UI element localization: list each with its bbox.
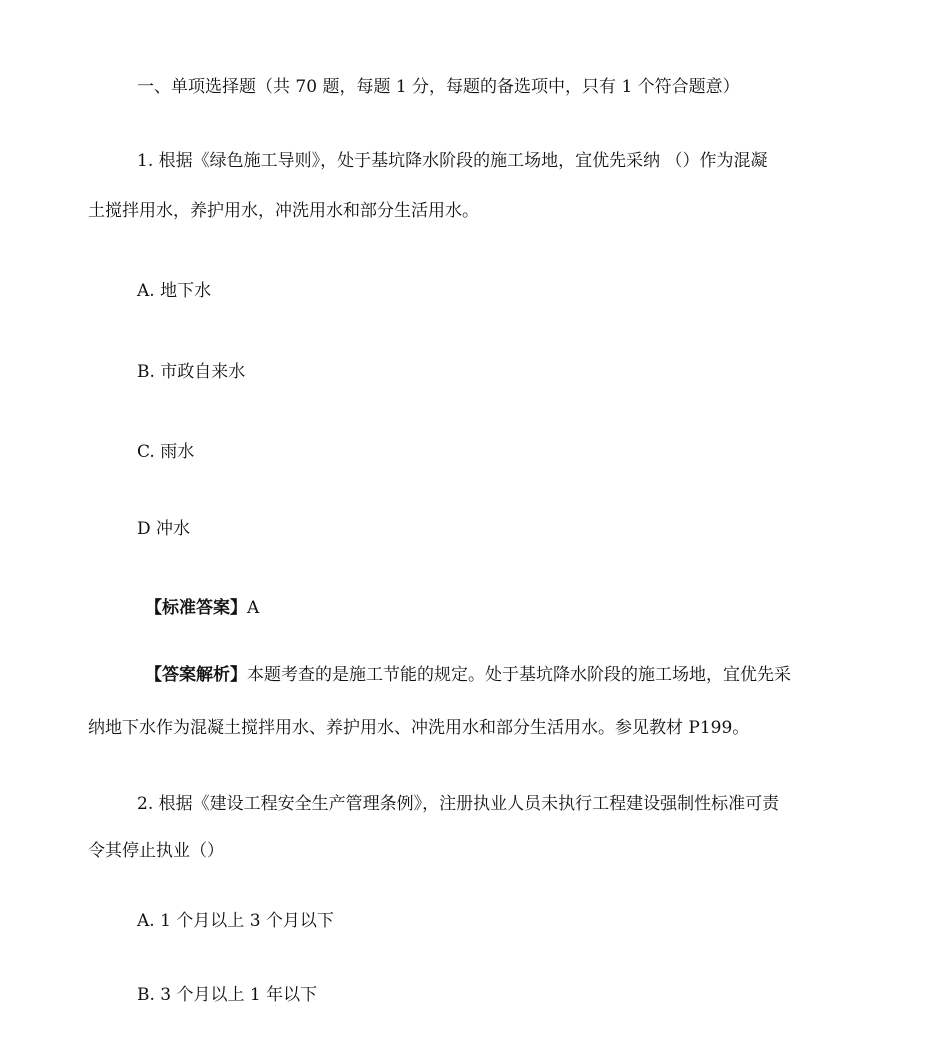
- question-1-option-b: B. 市政自来水: [137, 362, 246, 382]
- question-1-analysis-line2: 纳地下水作为混凝土搅拌用水、养护用水、冲洗用水和部分生活用水。参见教材 P199。: [88, 718, 750, 738]
- question-2-option-a: A. 1 个月以上 3 个月以下: [137, 911, 334, 931]
- question-2-stem-line2: 令其停止执业（）: [88, 841, 224, 861]
- question-1-stem-line2: 土搅拌用水，养护用水，冲洗用水和部分生活用水。: [88, 201, 479, 221]
- question-1-option-a: A. 地下水: [137, 281, 212, 301]
- question-1-analysis-line1: [145, 664, 791, 686]
- question-1-answer: [145, 597, 259, 619]
- section-heading: 一、单项选择题（共 70 题，每题 1 分，每题的备选项中，只有 1 个符合题意）: [137, 77, 740, 97]
- question-2-option-b: B. 3 个月以上 1 年以下: [137, 985, 318, 1005]
- question-1-stem-line1: 1. 根据《绿色施工导则》，处于基坑降水阶段的施工场地，宜优先采纳 （）作为混凝: [137, 151, 768, 171]
- question-1-option-c: C. 雨水: [137, 442, 195, 462]
- answer-value: A: [247, 598, 260, 618]
- analysis-label: 【答案解析】: [145, 665, 247, 685]
- answer-label: 【标准答案】: [145, 598, 247, 618]
- question-2-stem-line1: 2. 根据《建设工程安全生产管理条例》，注册执业人员未执行工程建设强制性标准可责: [137, 794, 780, 814]
- analysis-text: 本题考查的是施工节能的规定。处于基坑降水阶段的施工场地，宜优先采: [247, 665, 791, 685]
- question-1-option-d: D 冲水: [137, 519, 191, 539]
